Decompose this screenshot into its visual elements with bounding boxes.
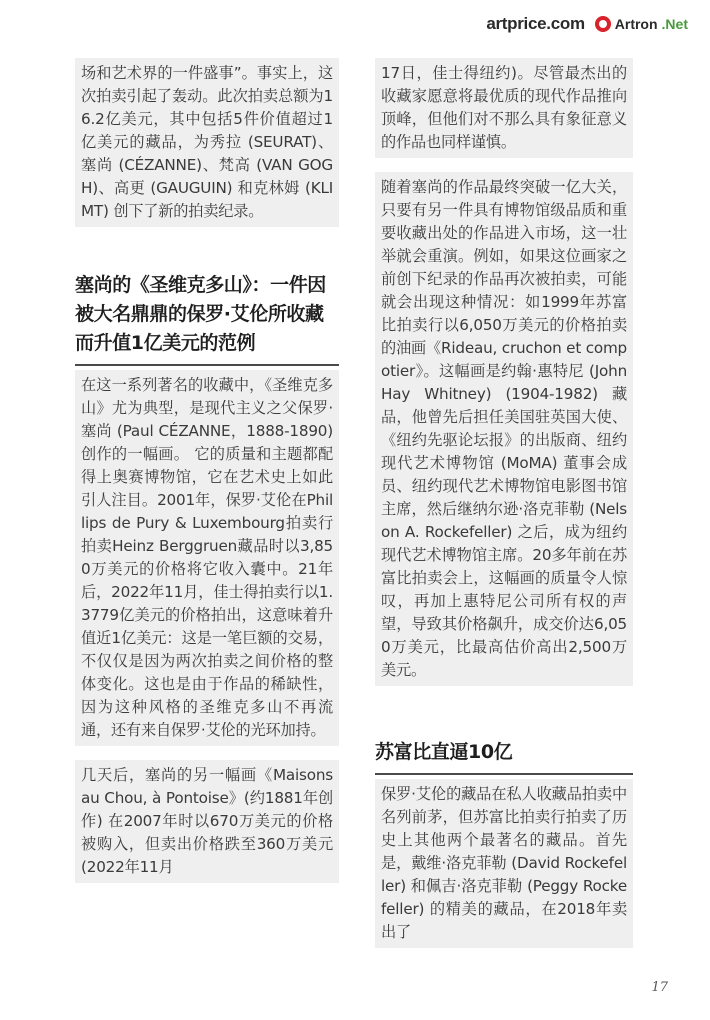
left-column (75, 58, 339, 883)
right-column (375, 58, 633, 948)
artron-suffix: .Net (661, 16, 688, 32)
artron-name: Artron (614, 16, 658, 32)
left-paragraph-3: 几天后，塞尚的另一幅画《Maisons au Chou, à Pontoise》(约1881年创作) 在2007年时以670万美元的价格被购入，但卖出价格跌至360万美元 (2022年11月 (75, 760, 339, 883)
right-paragraph-2: 随着塞尚的作品最终突破一亿大关，只要有另一件具有博物馆级品质和重要收藏出处的作品进入市场，这一壮举就会重演。例如，如果这位画家之前创下纪录的作品再次被拍卖，可能就会出现这种情况：如1999年苏富比拍卖行以6,050万美元的价格拍卖的油画《Rideau, cruchon et compotier》。这幅画是约翰·惠特尼 (John Hay Whitney) (1904-1982) 藏品，他曾先后担任美国驻英国大使、《纽约先驱论坛报》的出版商、纽约现代艺术博物馆 (MoMA) 董事会成员、纽约现代艺术博物馆电影图书馆主席，然后继纳尔逊·洛克菲勒 (Nelson A. Rockefeller) 之后，成为纽约现代艺术博物馆主席。20多年前在苏富比拍卖会上，这幅画的质量令人惊叹，再加上惠特尼公司所有权的声望，导致其价格飙升，成交价达6,050万美元，比最高估价高出2,500万美元。 (375, 172, 633, 686)
right-paragraph-3: 保罗·艾伦的藏品在私人收藏品拍卖中名列前茅，但苏富比拍卖行拍卖了历史上其他两个最著名的藏品。首先是，戴维·洛克菲勒 (David Rockefeller) 和佩吉·洛克菲勒 (Peggy Rockefeller) 的精美的藏品，在2018年卖出了 (375, 779, 633, 948)
page-number: 17 (651, 980, 668, 995)
left-paragraph-1: 场和艺术界的一件盛事”。事实上，这次拍卖引起了轰动。此次拍卖总额为16.2亿美元，其中包括5件价值超过1亿美元的藏品，为秀拉 (SEURAT)、塞尚 (CÉZANNE)、梵高 (VAN GOGH)、高更 (GAUGUIN) 和克林姆 (KLIMT) 创下了新的拍卖纪录。 (75, 58, 339, 227)
right-paragraph-1: 17日，佳士得纽约)。尽管最杰出的收藏家愿意将最优质的现代作品推向顶峰，但他们对不那么具有象征意义的作品也同样谨慎。 (375, 58, 633, 158)
brand-logos (486, 14, 688, 34)
heading-divider (375, 773, 633, 775)
section-heading-cezanne: 塞尚的《圣维克多山》：一件因被大名鼎鼎的保罗·艾伦所收藏而升值1亿美元的范例 (75, 274, 326, 354)
artron-logo-icon (595, 16, 611, 32)
artprice-logo: artprice.com (486, 14, 585, 33)
left-paragraph-2: 在这一系列著名的收藏中，《圣维克多山》尤为典型，是现代主义之父保罗·塞尚 (Paul CÉZANNE，1888-1890) 创作的一幅画。 它的质量和主题都配得上奥赛博物馆，它在艺术史上如此引人注目。2001年，保罗·艾伦在Phillips de Pury & Luxembourg拍卖行拍卖Heinz Berggruen藏品时以3,850万美元的价格将它收入囊中。21年后，2022年11月，佳士得拍卖行以1.3779亿美元的价格拍出，这意味着升值近1亿美元：这是一笔巨额的交易，不仅仅是因为两次拍卖之间价格的整体变化。这也是由于作品的稀缺性，因为这种风格的圣维克多山不再流通，还有来自保罗·艾伦的光环加持。 (75, 370, 339, 746)
artron-logo-group (595, 16, 688, 32)
section-heading-sothebys: 苏富比直逼10亿 (375, 741, 513, 763)
heading-divider (75, 364, 339, 366)
